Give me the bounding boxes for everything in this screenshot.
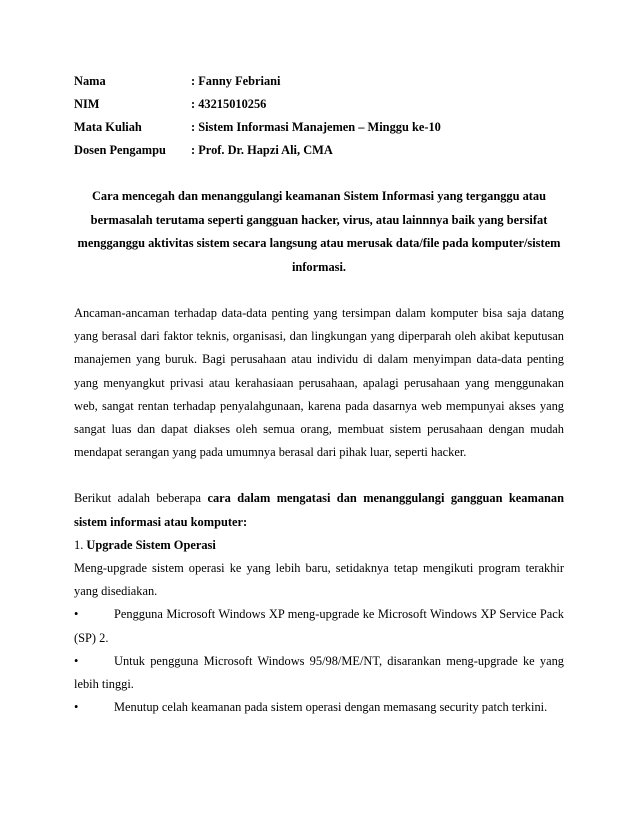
info-value: : Prof. Dr. Hapzi Ali, CMA bbox=[191, 143, 333, 157]
bullet-item bbox=[74, 603, 564, 649]
bullet-text: Pengguna Microsoft Windows XP meng-upgrade ke Microsoft Windows XP Service Pack (SP) 2. bbox=[74, 607, 564, 645]
info-row-dosen bbox=[74, 143, 441, 166]
bullet-text: Untuk pengguna Microsoft Windows 95/98/ME/NT, disarankan meng-upgrade ke yang lebih tinggi. bbox=[74, 653, 564, 692]
methods-lead: Berikut adalah beberapa bbox=[74, 491, 208, 506]
bullet-item bbox=[74, 650, 564, 696]
info-key: Mata Kuliah bbox=[74, 120, 142, 134]
methods-lead-bold: cara dalam mengatasi dan menanggulangi gangguan keamanan sistem informasi atau komputer: bbox=[74, 491, 564, 529]
section-number: 1. bbox=[74, 537, 87, 552]
info-value: : Sistem Informasi Manajemen – Minggu ke-10 bbox=[191, 120, 441, 134]
info-row-nama bbox=[74, 74, 441, 97]
bullet-text: Menutup celah keamanan pada sistem operasi dengan memasang security patch terkini. bbox=[114, 700, 548, 715]
info-key: Dosen Pengampu bbox=[74, 143, 166, 157]
info-row-mata-kuliah bbox=[74, 120, 441, 143]
student-info-table bbox=[74, 74, 441, 166]
bullet-symbol: • bbox=[74, 607, 79, 622]
section-title: Upgrade Sistem Operasi bbox=[86, 537, 216, 552]
info-row-nim bbox=[74, 97, 441, 120]
bullet-symbol: • bbox=[74, 653, 79, 668]
section-body: Meng-upgrade sistem operasi ke yang lebih baru, setidaknya tetap mengikuti program terakhir yang disediakan. bbox=[74, 561, 564, 599]
intro-paragraph: Ancaman-ancaman terhadap data-data penting yang tersimpan dalam komputer bisa saja datang yang berasal dari faktor teknis, organisasi, dan lingkungan yang diperparah oleh akibat keputusan manajemen yang buruk. Bagi perusahaan atau individu di dalam menyimpan data-data penting yang menyangkut privasi atau kerahasiaan perusahaan, apalagi perusahaan yang menggunakan web, sangat rentan terhadap penyalahgunaan, karena pada dasarnya web mempunyai akses yang sangat luas dan dapat diakses oleh semua orang, membuat sistem perusahaan dengan mudah mendapat serangan yang pada umumnya berasal dari pihak luar, seperti hacker. bbox=[74, 306, 564, 460]
info-value: : Fanny Febriani bbox=[191, 74, 281, 88]
info-value: : 43215010256 bbox=[191, 97, 267, 111]
bullet-item bbox=[74, 696, 564, 719]
section-heading bbox=[74, 534, 564, 557]
info-key: NIM bbox=[74, 97, 100, 111]
document-page bbox=[74, 74, 564, 719]
bullet-symbol: • bbox=[74, 700, 79, 715]
info-key: Nama bbox=[74, 74, 106, 88]
document-title: Cara mencegah dan menanggulangi keamanan Sistem Informasi yang terganggu atau bermasalah terutama seperti gangguan hacker, virus, atau lainnnya baik yang bersifat mengganggu aktivitas sistem secara langsung atau merusak data/file pada komputer/sistem informasi. bbox=[77, 189, 561, 274]
methods-intro-paragraph bbox=[74, 487, 564, 533]
